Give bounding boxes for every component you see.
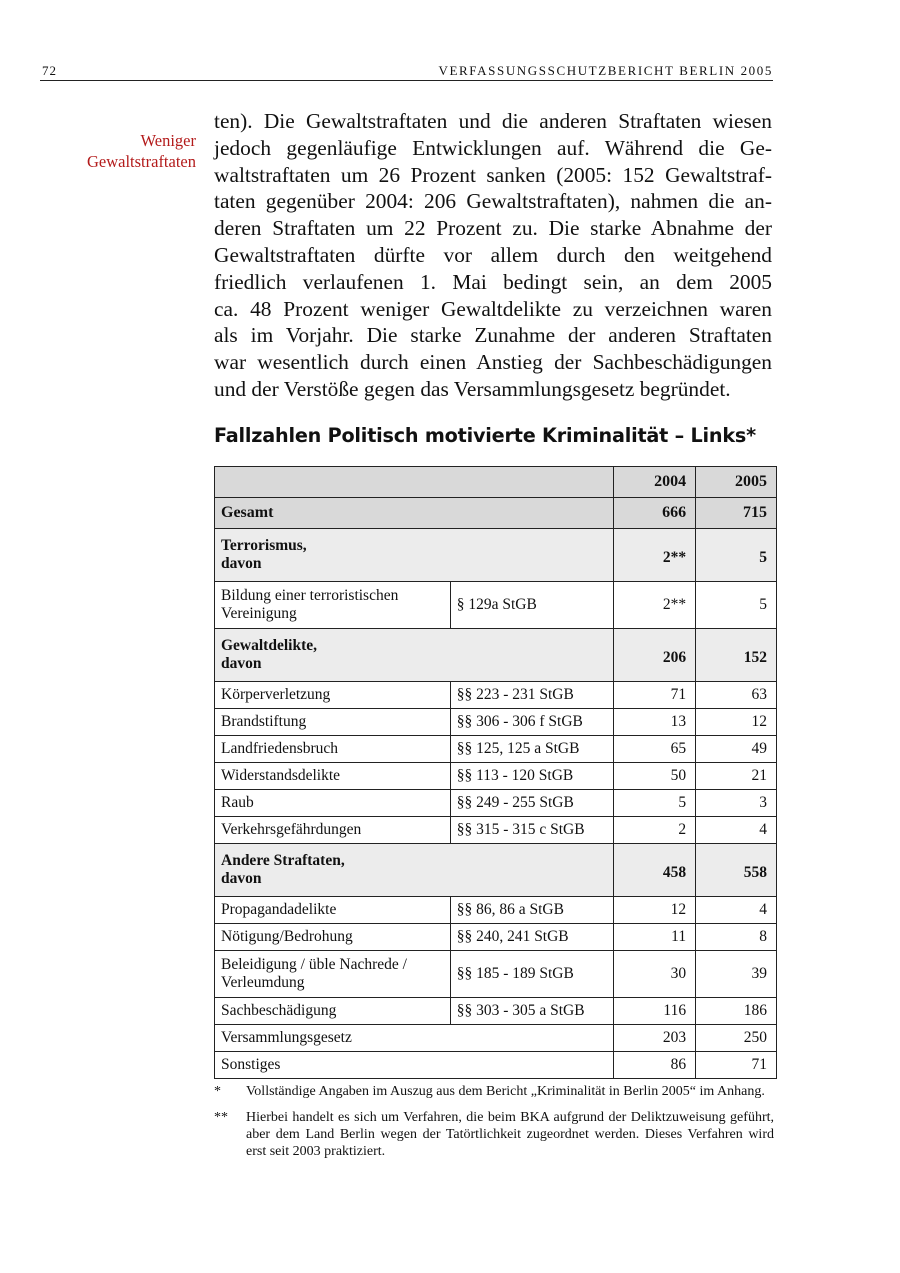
offence-label-line: Bildung einer terroristischen [221,587,399,604]
offence-label [215,951,451,998]
law-reference: §§ 249 - 255 StGB [450,790,614,817]
body-line: und der Verstöße gegen das Versammlungsgesetz begründet. [214,376,731,401]
header-year-2005: 2005 [696,467,777,498]
body-paragraph [214,108,772,403]
value-2005: 39 [696,951,777,998]
value-2004: 71 [614,682,696,709]
body-line: als im Vorjahr. Die starke Zunahme der anderen Straftaten [214,323,772,348]
law-reference: §§ 113 - 120 StGB [450,763,614,790]
crime-statistics-table [214,466,777,1079]
law-reference: §§ 240, 241 StGB [450,924,614,951]
table-row [215,736,777,763]
body-line: taten gegenüber 2004: 206 Gewaltstraftaten), nahmen die an- [214,189,772,214]
law-reference: §§ 303 - 305 a StGB [450,998,614,1025]
running-title: VERFASSUNGSSCHUTZBERICHT BERLIN 2005 [438,63,773,78]
group-label [215,629,614,682]
body-line: ten). Die Gewaltstraftaten und die anderen Straftaten wiesen [214,109,772,133]
table-row [215,1025,777,1052]
offence-label: Widerstandsdelikte [215,763,451,790]
footnote-text: Vollständige Angaben im Auszug aus dem Bericht „Kriminalität in Berlin 2005“ im Anhang. [246,1084,765,1099]
value-2005: 49 [696,736,777,763]
group-row-terrorism [215,529,777,582]
header-year-2004: 2004 [614,467,696,498]
body-line: jedoch gegenläufige Entwicklungen auf. Während die Ge- [214,135,772,160]
offence-label: Nötigung/Bedrohung [215,924,451,951]
value-2004: 86 [614,1052,696,1079]
offence-label: Körperverletzung [215,682,451,709]
value-2005: 63 [696,682,777,709]
value-2004: 50 [614,763,696,790]
group-row-other [215,844,777,897]
value-2005: 250 [696,1025,777,1052]
group-row-violence [215,629,777,682]
table-row [215,924,777,951]
offence-label: Landfriedensbruch [215,736,451,763]
offence-label [215,582,451,629]
group-label-line: Terrorismus, [221,537,307,554]
offence-label: Sachbeschädigung [215,998,451,1025]
group-label-line: Andere Straftaten, [221,852,345,869]
value-2004: 5 [614,790,696,817]
offence-label-line: Verleumdung [221,974,305,991]
group-label-line: davon [221,655,262,672]
header-blank-cell [215,467,614,498]
table-row [215,817,777,844]
law-reference: §§ 185 - 189 StGB [450,951,614,998]
margin-note-line: Weniger [140,131,196,150]
group-label-line: davon [221,870,262,887]
value-2005: 3 [696,790,777,817]
footnote [214,1083,774,1100]
table-row [215,998,777,1025]
value-2005: 12 [696,709,777,736]
value-2004: 30 [614,951,696,998]
body-line: ca. 48 Prozent weniger Gewaltdelikte zu verzeichnen waren [214,296,772,321]
group-label [215,844,614,897]
group-value-2004: 206 [614,629,696,682]
law-reference: §§ 315 - 315 c StGB [450,817,614,844]
total-2005: 715 [696,498,777,529]
body-line: war wesentlich durch einen Anstieg der Sachbeschädigungen [214,350,772,375]
table-header-row [215,467,777,498]
offence-label-line: Beleidigung / üble Nachrede / [221,956,407,973]
footnotes [214,1083,774,1169]
margin-note [40,130,196,172]
offence-label: Verkehrsgefährdungen [215,817,451,844]
offence-label: Brandstiftung [215,709,451,736]
group-value-2004: 458 [614,844,696,897]
value-2005: 71 [696,1052,777,1079]
value-2004: 12 [614,897,696,924]
page-number: 72 [42,63,57,78]
value-2005: 186 [696,998,777,1025]
body-line: deren Straftaten um 22 Prozent zu. Die starke Abnahme der [214,216,772,241]
group-label-line: davon [221,555,262,572]
value-2005: 4 [696,897,777,924]
value-2004: 65 [614,736,696,763]
value-2004: 2 [614,817,696,844]
offence-label: Propagandadelikte [215,897,451,924]
page-header [40,62,773,81]
table-row [215,897,777,924]
group-value-2005: 558 [696,844,777,897]
total-2004: 666 [614,498,696,529]
value-2004: 203 [614,1025,696,1052]
table-row [215,582,777,629]
offence-label: Versammlungsgesetz [215,1025,614,1052]
value-2004: 11 [614,924,696,951]
total-label: Gesamt [215,498,614,529]
margin-note-line: Gewaltstraftaten [86,152,196,171]
table-row [215,1052,777,1079]
value-2005: 5 [696,582,777,629]
value-2004: 2** [614,582,696,629]
offence-label: Sonstiges [215,1052,614,1079]
table-row [215,763,777,790]
law-reference: §§ 223 - 231 StGB [450,682,614,709]
body-line: friedlich verlaufenen 1. Mai bedingt sein, an dem 2005 [214,269,772,294]
table-title: Fallzahlen Politisch motivierte Kriminalität – Links* [214,424,756,447]
law-reference: §§ 86, 86 a StGB [450,897,614,924]
table-row [215,709,777,736]
group-value-2004: 2** [614,529,696,582]
group-value-2005: 152 [696,629,777,682]
value-2005: 4 [696,817,777,844]
body-line: Gewaltstraftaten dürfte vor allem durch den weitgehend [214,242,772,267]
value-2004: 13 [614,709,696,736]
value-2004: 116 [614,998,696,1025]
value-2005: 21 [696,763,777,790]
group-label-line: Gewaltdelikte, [221,637,317,654]
total-row [215,498,777,529]
table-row [215,682,777,709]
law-reference: § 129a StGB [450,582,614,629]
law-reference: §§ 125, 125 a StGB [450,736,614,763]
footnote-mark: ** [214,1110,228,1125]
footnote-text: Hierbei handelt es sich um Verfahren, die beim BKA aufgrund der Deliktzuweisung geführt, aber dem Land Berlin wegen der Tatörtlichkeit zugeordnet werden. Dieses Verfahren wird erst seit 2003 praktiziert. [246,1110,774,1159]
offence-label: Raub [215,790,451,817]
footnote [214,1109,774,1160]
table-row [215,790,777,817]
footnote-mark: * [214,1084,221,1099]
value-2005: 8 [696,924,777,951]
group-value-2005: 5 [696,529,777,582]
law-reference: §§ 306 - 306 f StGB [450,709,614,736]
group-label [215,529,614,582]
table-row [215,951,777,998]
offence-label-line: Vereinigung [221,605,297,622]
body-line: waltstraftaten um 26 Prozent sanken (2005: 152 Gewaltstraf- [214,162,772,187]
